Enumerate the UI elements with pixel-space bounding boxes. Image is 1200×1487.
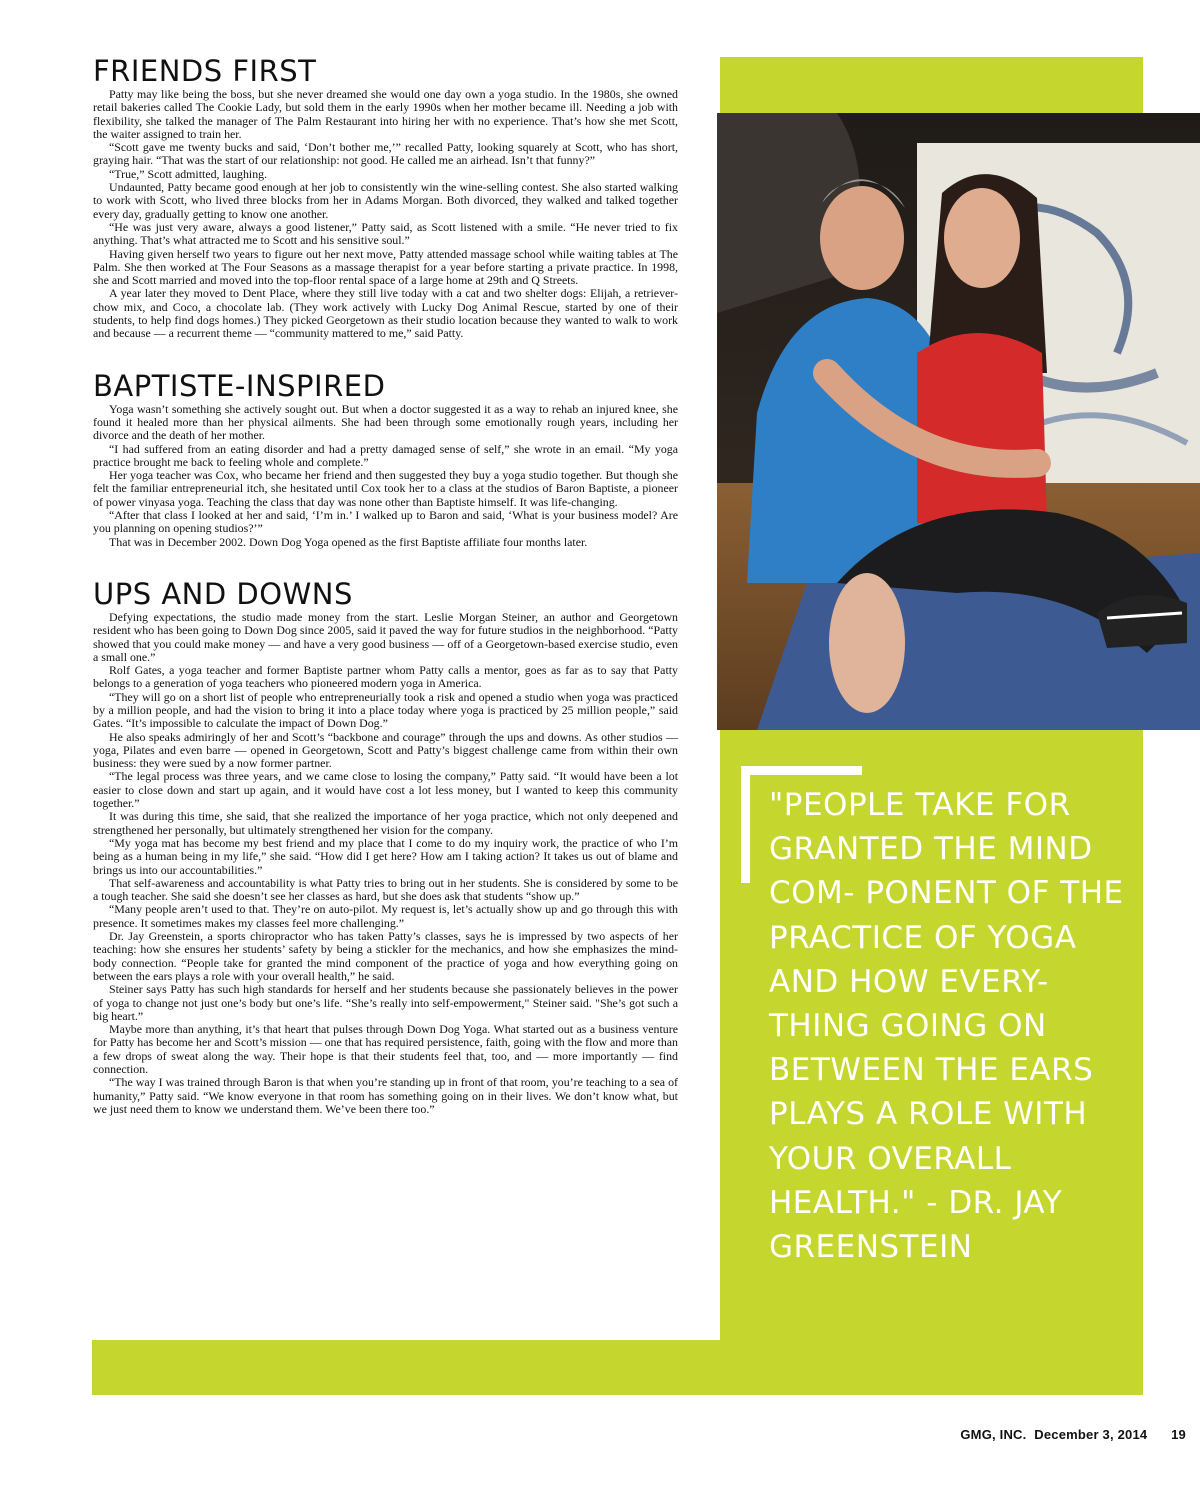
paragraph: A year later they moved to Dent Place, where they still live today with a cat and two shelter dogs: Elijah, a retriever-chow mix, and Coco, a chocolate lab. (They work actively with Lucky Dog Animal Rescue, started by one of their students, to help find dogs homes.) They picked Georgetown as their studio location because they wanted to walk to work and because — a recurrent theme — “community mattered to me,” said Patty. (93, 286, 678, 341)
section-heading: BAPTISTE-INSPIRED (93, 368, 386, 403)
page-number: 19 (1171, 1427, 1186, 1442)
issue-date: December 3, 2014 (1034, 1427, 1148, 1442)
paragraph: “The way I was trained through Baron is that when you’re standing up in front of that room, you’re teaching to a sea of humanity,” Patty said. “We know everyone in that room has something going on in their lives. We don’t know what, but we just need them to know we understand them. We’ve been there too.” (93, 1075, 678, 1116)
accent-bar-top (720, 57, 1143, 113)
section-baptiste-inspired (93, 369, 678, 549)
paragraph: Maybe more than anything, it’s that heart that pulses through Down Dog Yoga. What started out as a business venture for Patty has become her and Scott’s mission — one that has required persistence, faith, going with the flow and more than a few drops of sweat along the way. Their hope is that their students feel that, too, and — more importantly — find connection. (93, 1022, 678, 1076)
paragraph: “Many people aren’t used to that. They’re on auto-pilot. My request is, let’s actually show up and go through this with presence. It sometimes makes my classes feel more challenging.” (93, 902, 678, 930)
paragraph: Undaunted, Patty became good enough at her job to consistently win the wine-selling contest. She also started walking to work with Scott, who lived three blocks from her in Adams Morgan. Both divorced, they walked and talked together every day, gradually getting to know one another. (93, 180, 678, 221)
paragraph: Defying expectations, the studio made money from the start. Leslie Morgan Steiner, an author and Georgetown resident who has been going to Down Dog since 2005, said it paved the way for future studios in the neighborhood. “Patty showed that you could make money — and have a very good business — off of a Georgetown-based exercise studio, even a small one.” (93, 609, 678, 664)
paragraph: “After that class I looked at her and said, ‘I’m in.’ I walked up to Baron and said, ‘What is your business model? Are you planning on opening studios?’” (93, 508, 678, 536)
couple-photo (717, 113, 1200, 730)
accent-bar-bottom (92, 1340, 1143, 1395)
page-footer (960, 1427, 1186, 1442)
pull-quote: "PEOPLE TAKE FOR GRANTED THE MIND COM- PONENT OF THE PRACTICE OF YOGA AND HOW EVERY- THING GOING ON BETWEEN THE EARS PLAYS A ROLE WITH YOUR OVERALL HEALTH." - DR. JAY GREENSTEIN (769, 787, 1124, 1266)
paragraph: Rolf Gates, a yoga teacher and former Baptiste partner whom Patty calls a mentor, goes as far as to say that Patty belongs to a generation of yoga teachers who pioneered modern yoga in America. (93, 663, 678, 691)
quote-bracket (741, 766, 750, 883)
paragraph: “He was just very aware, always a good listener,” Patty said, as Scott listened with a smile. “He never tried to fix anything. That’s what attracted me to Scott and his sensitive soul.” (93, 219, 678, 248)
paragraph: Dr. Jay Greenstein, a sports chiropractor who has taken Patty’s classes, says he is impressed by two aspects of her teaching: how she ensures her students’ safety by being a stickler for the mechanics, and how she emphasizes the mind-body connection. “People take for granted the mind component of the practice of yoga and how everything going on between the ears plays a role with your overall health,” he said. (93, 929, 678, 983)
paragraph: Patty may like being the boss, but she never dreamed she would one day own a yoga studio. In the 1980s, she owned retail bakeries called The Cookie Lady, but sold them in the early 1990s when her mother became ill. Needing a job with flexibility, she talked the manager of The Palm Restaurant into hiring her with no experience. That’s how she met Scott, the waiter assigned to train her. (93, 87, 678, 141)
paragraph: That was in December 2002. Down Dog Yoga opened as the first Baptiste affiliate four months later. (109, 534, 588, 549)
paragraph: Yoga wasn’t something she actively sought out. But when a doctor suggested it as a way to rehab an injured knee, she found it healed more than her physical ailments. She had been through some emotionally rough years, including her divorce and the death of her mother. (93, 401, 678, 443)
paragraph: Having given herself two years to figure out her next move, Patty attended massage school while waiting tables at The Palm. She then worked at The Four Seasons as a massage therapist for a year before starting a private practice. In 1998, she and Scott married and moved into the top-floor rental space of a large home at 29th and Q Streets. (93, 246, 678, 288)
paragraph: It was during this time, she said, that she realized the importance of her yoga practice, which not only deepened and strengthened her personally, but ultimately strengthened her vision for the company. (93, 809, 678, 837)
publisher-name: GMG, INC. (960, 1427, 1027, 1442)
paragraph: He also speaks admiringly of her and Scott’s “backbone and courage” through the ups and downs. As other studios — yoga, Pilates and even barre — opened in Georgetown, Scott and Patty’s biggest challenge came from within their own business: they were sued by a now former partner. (93, 729, 678, 771)
paragraph: “They will go on a short list of people who entrepreneurially took a risk and opened a studio when yoga was practiced by a million people, and had the vision to bring it into a place today where yoga is practiced by 25 million people,” said Gates. “It’s impossible to calculate the impact of Down Dog.” (93, 689, 678, 731)
paragraph: Her yoga teacher was Cox, who became her friend and then suggested they buy a yoga studio together. But though she felt the familiar entrepreneurial itch, she hesitated until Cox took her to a class at the studios of Baron Baptiste, a pioneer of power vinyasa yoga. Teaching the class that day was none other than Baptiste himself. It was life-changing. (93, 468, 678, 509)
paragraph: “The legal process was three years, and we came close to losing the company,” Patty said. “It would have been a lot easier to close down and start up again, and it would have cost a lot less money, but I wanted to keep this community together.” (93, 769, 678, 811)
section-friends-first (93, 54, 678, 341)
section-ups-and-downs (93, 577, 678, 1116)
paragraph: “My yoga mat has become my best friend and my place that I come to do my inquiry work, the practice of who I’m being as a human being in my life,” she said. “How did I get here? How am I taking action? It takes us out of blame and brings us into our accountabilities.” (93, 835, 678, 877)
paragraph: “Scott gave me twenty bucks and said, ‘Don’t bother me,’” recalled Patty, looking squarely at Scott, who has short, graying hair. “That was the start of our relationship: not good. He called me an airhead. Isn’t that funny?” (93, 140, 678, 168)
article-body (93, 54, 678, 1144)
paragraph: Steiner says Patty has such high standards for herself and her students because she passionately believes in the power of yoga to change not just one’s body but one’s life. “She’s really into self-empowerment," Steiner said. "She’s got such a big heart.” (93, 982, 678, 1023)
section-heading: FRIENDS FIRST (93, 54, 317, 88)
couple-photo-illustration (717, 113, 1200, 730)
paragraph: “I had suffered from an eating disorder and had a pretty damaged sense of self,” she wrote in an email. “My yoga practice brought me back to feeling whole and complete.” (93, 441, 678, 469)
quote-bracket-top (741, 766, 862, 775)
paragraph: That self-awareness and accountability is what Patty tries to bring out in her students. She is considered by some to be a tough teacher. She said she doesn’t see her classes as hard, but she does ask that students “show up.” (93, 875, 678, 904)
section-heading: UPS AND DOWNS (93, 576, 353, 611)
paragraph: “True,” Scott admitted, laughing. (109, 166, 268, 181)
